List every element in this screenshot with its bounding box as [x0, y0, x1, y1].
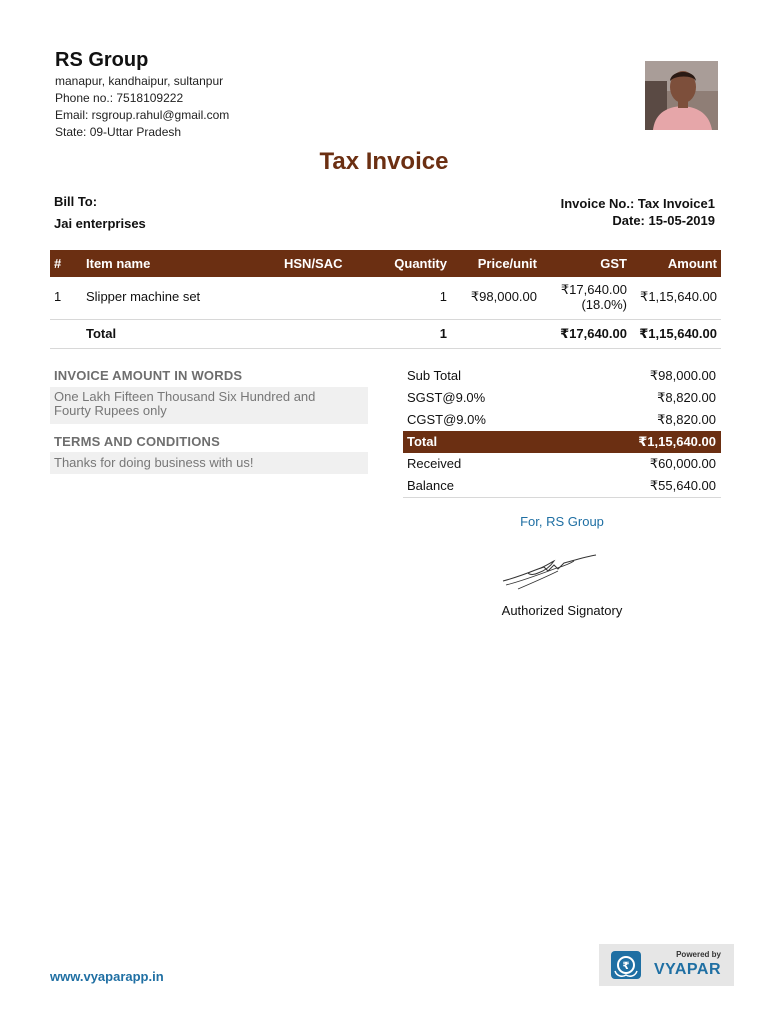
cgst-value: ₹8,820.00 — [657, 412, 716, 427]
summary-total-value: ₹1,15,640.00 — [638, 434, 716, 449]
sgst-label: SGST@9.0% — [407, 390, 486, 405]
svg-text:₹: ₹ — [622, 961, 630, 972]
header-index: # — [54, 256, 62, 271]
summary-total-label: Total — [407, 434, 438, 449]
amount-in-words-line2: Fourty Rupees only — [54, 403, 167, 418]
amount-in-words-heading: INVOICE AMOUNT IN WORDS — [54, 368, 243, 383]
total-row-label: Total — [86, 326, 117, 341]
row-index: 1 — [54, 289, 62, 304]
header-quantity: Quantity — [394, 256, 447, 271]
balance-value: ₹55,640.00 — [649, 478, 716, 493]
row-quantity: 1 — [439, 289, 447, 304]
vyapar-logo-icon — [611, 951, 641, 979]
terms-box — [50, 452, 368, 474]
bill-to-name: Jai enterprises — [54, 216, 146, 231]
signature-image — [498, 553, 598, 591]
total-row-gst: ₹17,640.00 — [560, 326, 627, 341]
powered-by-badge — [599, 944, 734, 986]
total-row-quantity: 1 — [439, 326, 447, 341]
received-label: Received — [407, 456, 462, 471]
row-item-name: Slipper machine set — [86, 289, 201, 304]
sub-total-value: ₹98,000.00 — [649, 368, 716, 383]
header-price: Price/unit — [477, 256, 537, 271]
cgst-label: CGST@9.0% — [407, 412, 486, 427]
company-phone: Phone no.: 7518109222 — [55, 91, 184, 105]
summary-divider — [403, 497, 721, 498]
company-email: Email: rsgroup.rahul@gmail.com — [55, 108, 230, 122]
footer-website-link[interactable]: www.vyaparapp.in — [50, 969, 164, 984]
header-hsn: HSN/SAC — [284, 256, 343, 271]
invoice-number: Invoice No.: Tax Invoice1 — [560, 196, 715, 211]
terms-heading: TERMS AND CONDITIONS — [54, 434, 221, 449]
sgst-value: ₹8,820.00 — [657, 390, 716, 405]
header-gst: GST — [600, 256, 627, 271]
table-bottom-divider — [50, 348, 721, 349]
company-state: State: 09-Uttar Pradesh — [55, 125, 182, 139]
row-gst-rate: (18.0%) — [581, 297, 627, 312]
amount-in-words-line1: One Lakh Fifteen Thousand Six Hundred and — [54, 389, 316, 404]
sub-total-label: Sub Total — [407, 368, 461, 383]
header-item-name: Item name — [86, 256, 151, 271]
balance-label: Balance — [407, 478, 454, 493]
powered-by-text: Powered by — [676, 950, 721, 959]
row-amount: ₹1,15,640.00 — [640, 289, 717, 304]
row-price: ₹98,000.00 — [470, 289, 537, 304]
total-row-amount: ₹1,15,640.00 — [639, 326, 717, 341]
terms-text: Thanks for doing business with us! — [54, 455, 254, 470]
amount-in-words-box — [50, 387, 368, 424]
vyapar-brand-text: VYAPAR — [654, 961, 722, 978]
invoice-date: Date: 15-05-2019 — [612, 213, 715, 228]
authorized-signatory: Authorized Signatory — [501, 603, 623, 618]
header-amount: Amount — [667, 256, 717, 271]
for-company: For, RS Group — [520, 514, 604, 529]
company-address: manapur, kandhaipur, sultanpur — [55, 74, 224, 88]
table-total-row — [50, 320, 721, 348]
items-table-header — [50, 250, 721, 277]
row-gst: ₹17,640.00 — [560, 282, 627, 297]
company-name: RS Group — [55, 49, 149, 71]
bill-to-label: Bill To: — [54, 194, 98, 209]
received-value: ₹60,000.00 — [649, 456, 716, 471]
document-title: Tax Invoice — [319, 148, 449, 175]
company-photo — [645, 61, 718, 130]
table-row — [50, 277, 721, 320]
